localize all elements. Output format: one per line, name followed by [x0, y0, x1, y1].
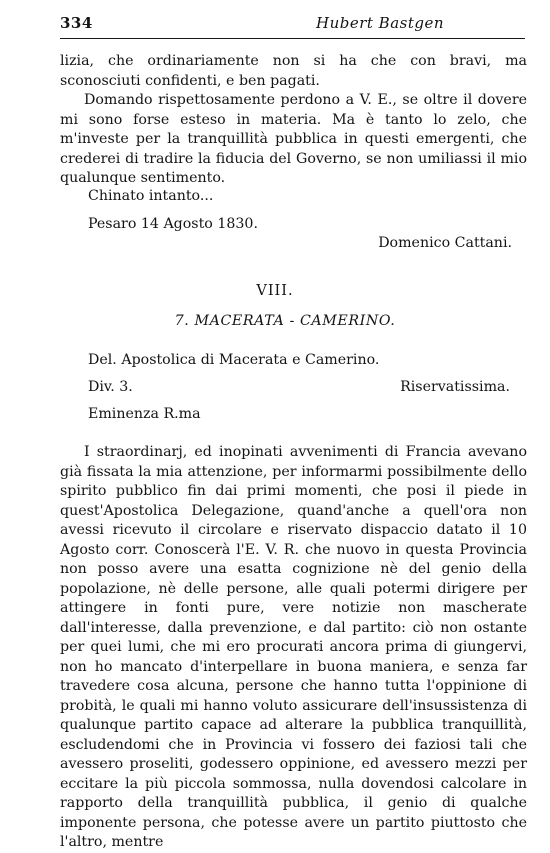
date-place-line: Pesaro 14 Agosto 1830. — [88, 216, 258, 232]
running-header — [60, 14, 525, 40]
section-number: VIII. — [256, 283, 294, 299]
sender-line: Del. Apostolica di Macerata e Camerino. — [88, 352, 380, 368]
section-title: 7. MACERATA - CAMERINO. — [174, 313, 396, 329]
paragraph-continuation: lizia, che ordinariamente non si ha che con bravi, ma sconosciuti confidenti, e ben pagati. — [60, 53, 527, 89]
running-title: Hubert Bastgen — [316, 14, 445, 32]
division-line: Div. 3. — [88, 379, 133, 395]
letter-body: I straordinarj, ed inopinati avvenimenti di Francia avevano già fissata la mia attenzione, per informarmi possibilmente dello spirito pubblico fin dai primi momenti, che posi il piede in quest'Apostolica Delegazione, quand'anche a quell'ora non avessi ricevuto il circolare e riservato dispaccio datato il 10 Agosto corr. Conoscerà l'E. V. R. che nuovo in questa Provincia non posso avere una esatta cognizione nè del genio della popolazione, nè delle persone, alle quali potermi dirigere per attingere in fonti pure, vere notizie non mascherate dall'interesse, dalla prevenzione, e dal partito: ciò non ostante per quei lumi, che mi ero procurati ancora prima di giungervi, non ho mancato d'interpellare in buona maniera, e senza far travedere cosa alcuna, persone che hanno tutta l'oppinione di probità, le quali mi hanno voluto assicurare dell'insussistenza di qualunque partito capace ad alterare la pubblica tranquillità, escludendomi che in Provincia vi fossero dei faziosi tali che avessero proseliti, godessero oppinione, ed avessero mezzi per eccitare la più piccola sommossa, nulla dovendosi calcolare in rapporto della tranquillità pubblica, il genio di qualche imponente persona, che potesse avere un partito piuttosto che l'altro, mentre — [60, 444, 527, 850]
page-number: 334 — [60, 14, 93, 32]
header-rule — [60, 38, 525, 39]
signature: Domenico Cattani. — [378, 235, 512, 251]
salutation: Eminenza R.ma — [88, 406, 201, 422]
classification-label: Riservatissima. — [400, 379, 510, 395]
closing-line: Chinato intanto... — [88, 188, 214, 204]
paragraph-apology: Domando rispettosamente perdono a V. E., se oltre il dovere mi sono forse esteso in materia. Ma è tanto lo zelo, che m'investe per la tranquillità pubblica in questi emergenti, che crederei di tradire la fiducia del Governo, se non umiliassi il mio qualunque sentimento. — [60, 92, 527, 186]
